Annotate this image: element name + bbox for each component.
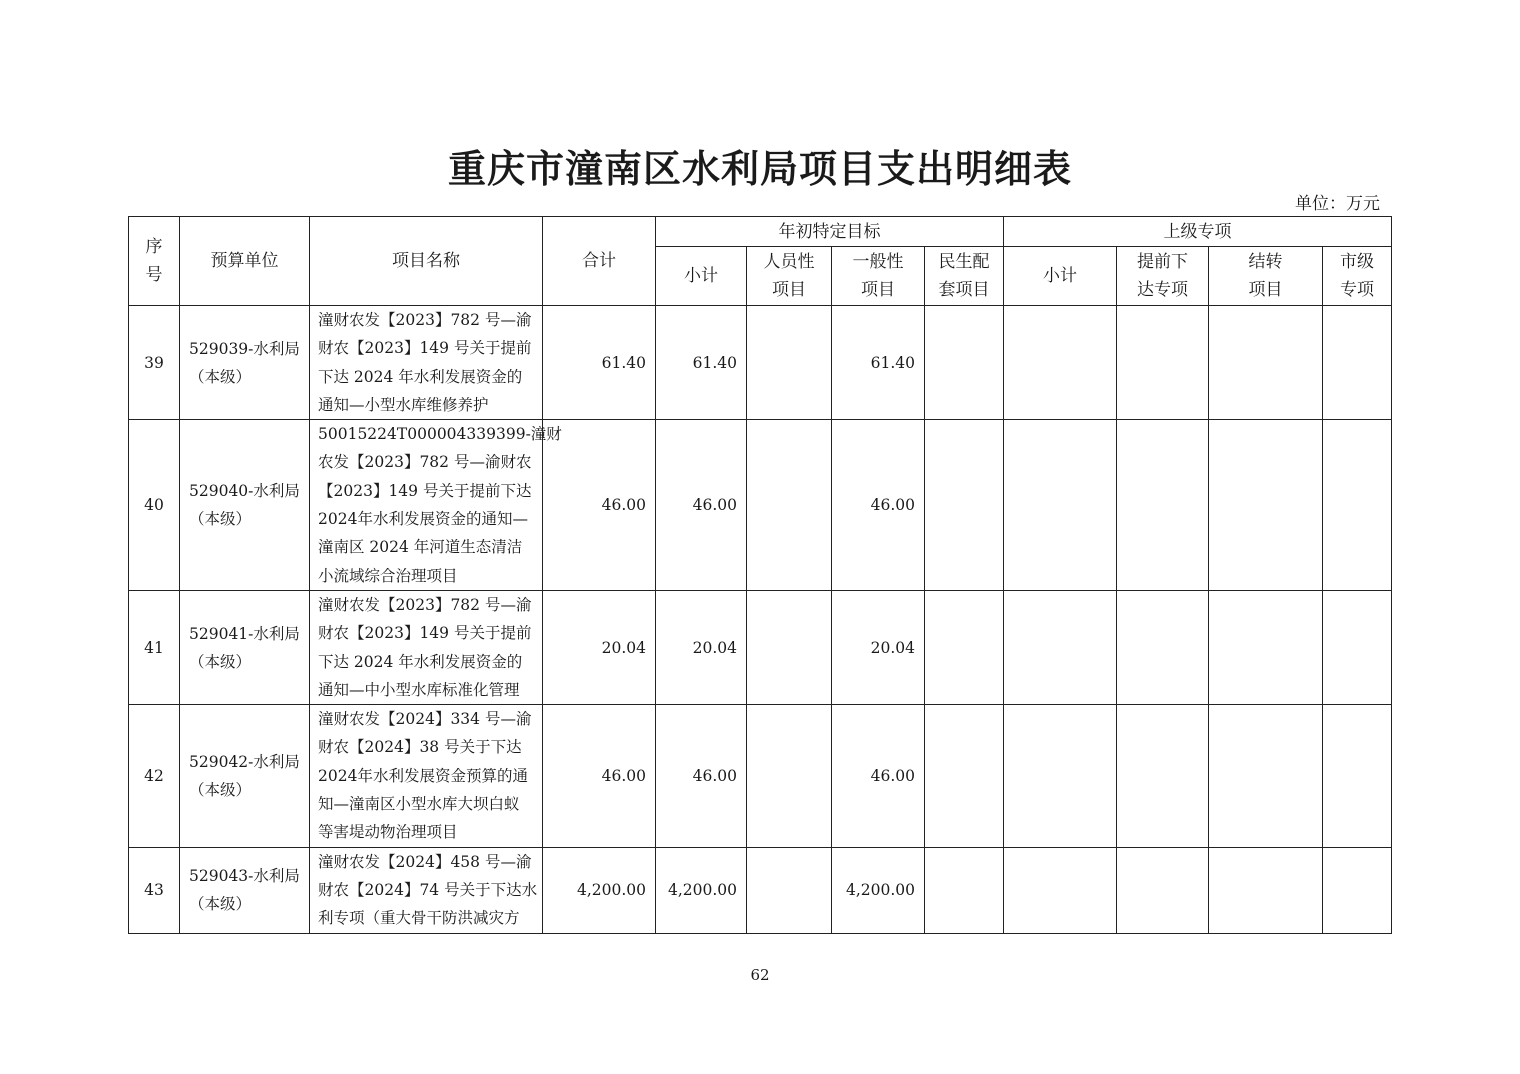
row-city: [1323, 705, 1392, 847]
row-city: [1323, 420, 1392, 591]
row-livelihood: [925, 705, 1004, 847]
header-carryover: 结转 项目: [1209, 247, 1323, 306]
table-row: [129, 847, 1392, 933]
page-title: 重庆市潼南区水利局项目支出明细表: [447, 146, 1072, 191]
row-project: 潼财农发【2024】334 号—渝 财农【2024】38 号关于下达 2024年水利发展资金预算的通 知—潼南区小型水库大坝白蚁 等害堤动物治理项目: [310, 705, 543, 847]
row-city: [1323, 847, 1392, 933]
row-seq: 42: [129, 705, 180, 847]
row-carryover: [1209, 590, 1323, 704]
row-unit: 529041-水利局 （本级）: [180, 590, 310, 704]
table-row: [129, 590, 1392, 704]
row-personnel: [747, 590, 832, 704]
row-advance: [1117, 420, 1209, 591]
row-seq: 40: [129, 420, 180, 591]
row-general: 46.00: [832, 420, 925, 591]
row-carryover: [1209, 847, 1323, 933]
row-livelihood: [925, 847, 1004, 933]
row-city: [1323, 590, 1392, 704]
row-annual-subtotal: 61.40: [656, 306, 747, 420]
row-total: 4,200.00: [543, 847, 656, 933]
header-superior-subtotal: 小计: [1004, 247, 1117, 306]
row-general: 46.00: [832, 705, 925, 847]
row-personnel: [747, 306, 832, 420]
row-advance: [1117, 590, 1209, 704]
row-superior-subtotal: [1004, 847, 1117, 933]
row-superior-subtotal: [1004, 705, 1117, 847]
row-unit: 529040-水利局 （本级）: [180, 420, 310, 591]
row-superior-subtotal: [1004, 590, 1117, 704]
table-row: [129, 705, 1392, 847]
header-city: 市级 专项: [1323, 247, 1392, 306]
row-unit: 529039-水利局 （本级）: [180, 306, 310, 420]
row-seq: 43: [129, 847, 180, 933]
row-annual-subtotal: 46.00: [656, 420, 747, 591]
row-project: 50015224T000004339399-潼财 农发【2023】782 号—渝财农 【2023】149 号关于提前下达 2024年水利发展资金的通知— 潼南区 2024 年河道生态清洁 小流域综合治理项目: [310, 420, 543, 591]
row-annual-subtotal: 20.04: [656, 590, 747, 704]
header-personnel: 人员性 项目: [747, 247, 832, 306]
row-total: 20.04: [543, 590, 656, 704]
table-row: [129, 420, 1392, 591]
row-general: 20.04: [832, 590, 925, 704]
header-annual-subtotal: 小计: [656, 247, 747, 306]
row-total: 46.00: [543, 420, 656, 591]
row-advance: [1117, 705, 1209, 847]
header-superior-group: 上级专项: [1004, 217, 1392, 247]
row-seq: 41: [129, 590, 180, 704]
header-general: 一般性 项目: [832, 247, 925, 306]
row-general: 61.40: [832, 306, 925, 420]
page-number: 62: [750, 966, 770, 984]
header-project-name: 项目名称: [310, 217, 543, 306]
row-annual-subtotal: 46.00: [656, 705, 747, 847]
row-unit: 529042-水利局 （本级）: [180, 705, 310, 847]
row-city: [1323, 306, 1392, 420]
header-annual-group: 年初特定目标: [656, 217, 1004, 247]
row-seq: 39: [129, 306, 180, 420]
header-budget-unit: 预算单位: [180, 217, 310, 306]
row-total: 46.00: [543, 705, 656, 847]
row-general: 4,200.00: [832, 847, 925, 933]
row-project: 潼财农发【2023】782 号—渝 财农【2023】149 号关于提前 下达 2024 年水利发展资金的 通知—中小型水库标准化管理: [310, 590, 543, 704]
row-advance: [1117, 306, 1209, 420]
row-carryover: [1209, 705, 1323, 847]
row-livelihood: [925, 420, 1004, 591]
row-project: 潼财农发【2024】458 号—渝 财农【2024】74 号关于下达水 利专项（重大骨干防洪减灾方: [310, 847, 543, 933]
row-annual-subtotal: 4,200.00: [656, 847, 747, 933]
expenditure-table: [128, 216, 1392, 934]
header-advance: 提前下 达专项: [1117, 247, 1209, 306]
row-livelihood: [925, 590, 1004, 704]
row-project: 潼财农发【2023】782 号—渝 财农【2023】149 号关于提前 下达 2024 年水利发展资金的 通知—小型水库维修养护: [310, 306, 543, 420]
row-total: 61.40: [543, 306, 656, 420]
header-total: 合计: [543, 217, 656, 306]
row-unit: 529043-水利局 （本级）: [180, 847, 310, 933]
row-carryover: [1209, 306, 1323, 420]
header-seq: 序 号: [129, 217, 180, 306]
row-advance: [1117, 847, 1209, 933]
row-superior-subtotal: [1004, 420, 1117, 591]
row-superior-subtotal: [1004, 306, 1117, 420]
header-livelihood: 民生配 套项目: [925, 247, 1004, 306]
row-livelihood: [925, 306, 1004, 420]
table-row: [129, 306, 1392, 420]
unit-label: 单位：万元: [1295, 194, 1380, 214]
row-personnel: [747, 847, 832, 933]
row-personnel: [747, 420, 832, 591]
row-carryover: [1209, 420, 1323, 591]
row-personnel: [747, 705, 832, 847]
